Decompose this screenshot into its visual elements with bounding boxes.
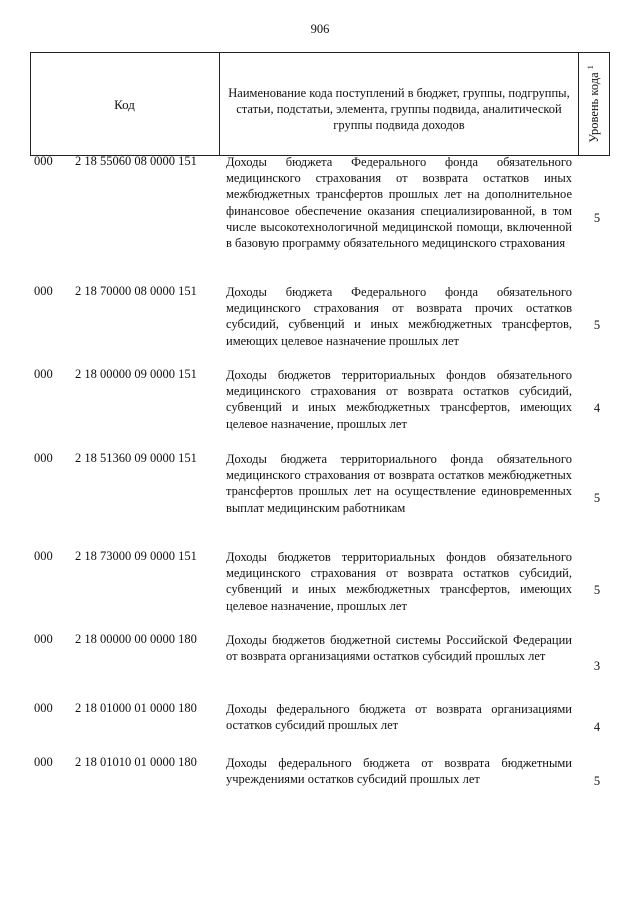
row-level: 3	[593, 659, 601, 673]
row-level: 5	[593, 211, 601, 225]
row-name: Доходы бюджета Федерального фонда обязательного медицинского страхования от возврата остатков иных межбюджетных трансфертов прошлых лет на дополнительное финансовое обеспечение оказания специализированной, в том числе высокотехнологичной медицинской помощи, включенной в базовую программу обязательного медицинского страхования	[226, 155, 572, 251]
row-prefix: 000	[34, 701, 53, 715]
row-prefix: 000	[34, 549, 53, 563]
page-number: 906	[310, 22, 330, 36]
header-name: Наименование кода поступлений в бюджет, группы, подгруппы, статьи, подстатьи, элемента, группы подвида, аналитической группы подвида доходов	[228, 86, 570, 132]
header-level-text: Уровень кода	[586, 72, 601, 143]
row-name: Доходы бюджета Федерального фонда обязательного медицинского страхования от возврата прочих остатков субсидий, субвенций и иных межбюджетных трансфертов, имеющих целевое назначение прошлых лет	[226, 285, 572, 348]
row-code: 2 18 70000 08 0000 151	[75, 284, 197, 298]
row-level: 4	[593, 720, 601, 734]
row-level: 5	[593, 583, 601, 597]
row-level: 4	[593, 401, 601, 415]
row-prefix: 000	[34, 284, 53, 298]
row-prefix: 000	[34, 451, 53, 465]
row-prefix: 000	[34, 755, 53, 769]
row-prefix: 000	[34, 632, 53, 646]
row-name: Доходы бюджетов бюджетной системы Российской Федерации от возврата организациями остатков субсидий прошлых лет	[226, 633, 572, 664]
header-level-footnote: 1	[585, 65, 595, 70]
row-name: Доходы бюджета территориального фонда обязательного медицинского страхования от возврата остатков межбюджетных трансфертов прошлых лет на осуществление единовременных выплат медицинским работникам	[226, 452, 572, 515]
row-code: 2 18 51360 09 0000 151	[75, 451, 197, 465]
row-code: 2 18 73000 09 0000 151	[75, 549, 197, 563]
row-name: Доходы федерального бюджета от возврата организациями остатков субсидий прошлых лет	[226, 702, 572, 733]
row-name: Доходы федерального бюджета от возврата бюджетными учреждениями остатков субсидий прошлых лет	[226, 756, 572, 787]
table-header	[30, 52, 610, 156]
row-code: 2 18 01010 01 0000 180	[75, 755, 197, 769]
header-level-label	[585, 65, 601, 143]
row-level: 5	[593, 491, 601, 505]
row-prefix: 000	[34, 367, 53, 381]
header-level	[578, 53, 609, 155]
row-name: Доходы бюджетов территориальных фондов обязательного медицинского страхования от возврата остатков субсидий, субвенций и иных межбюджетных трансфертов, имеющих целевое назначение, прошлых лет	[226, 550, 572, 613]
column-divider	[219, 53, 220, 155]
row-level: 5	[593, 774, 601, 788]
column-divider	[609, 53, 610, 155]
row-code: 2 18 55060 08 0000 151	[75, 154, 197, 168]
row-code: 2 18 00000 00 0000 180	[75, 632, 197, 646]
row-code: 2 18 01000 01 0000 180	[75, 701, 197, 715]
row-prefix: 000	[34, 154, 53, 168]
header-code: Код	[114, 97, 135, 112]
row-name: Доходы бюджетов территориальных фондов обязательного медицинского страхования от возврата остатков субсидий, субвенций и иных межбюджетных трансфертов, имеющих целевое назначение, прошлых лет	[226, 368, 572, 431]
row-level: 5	[593, 318, 601, 332]
row-code: 2 18 00000 09 0000 151	[75, 367, 197, 381]
